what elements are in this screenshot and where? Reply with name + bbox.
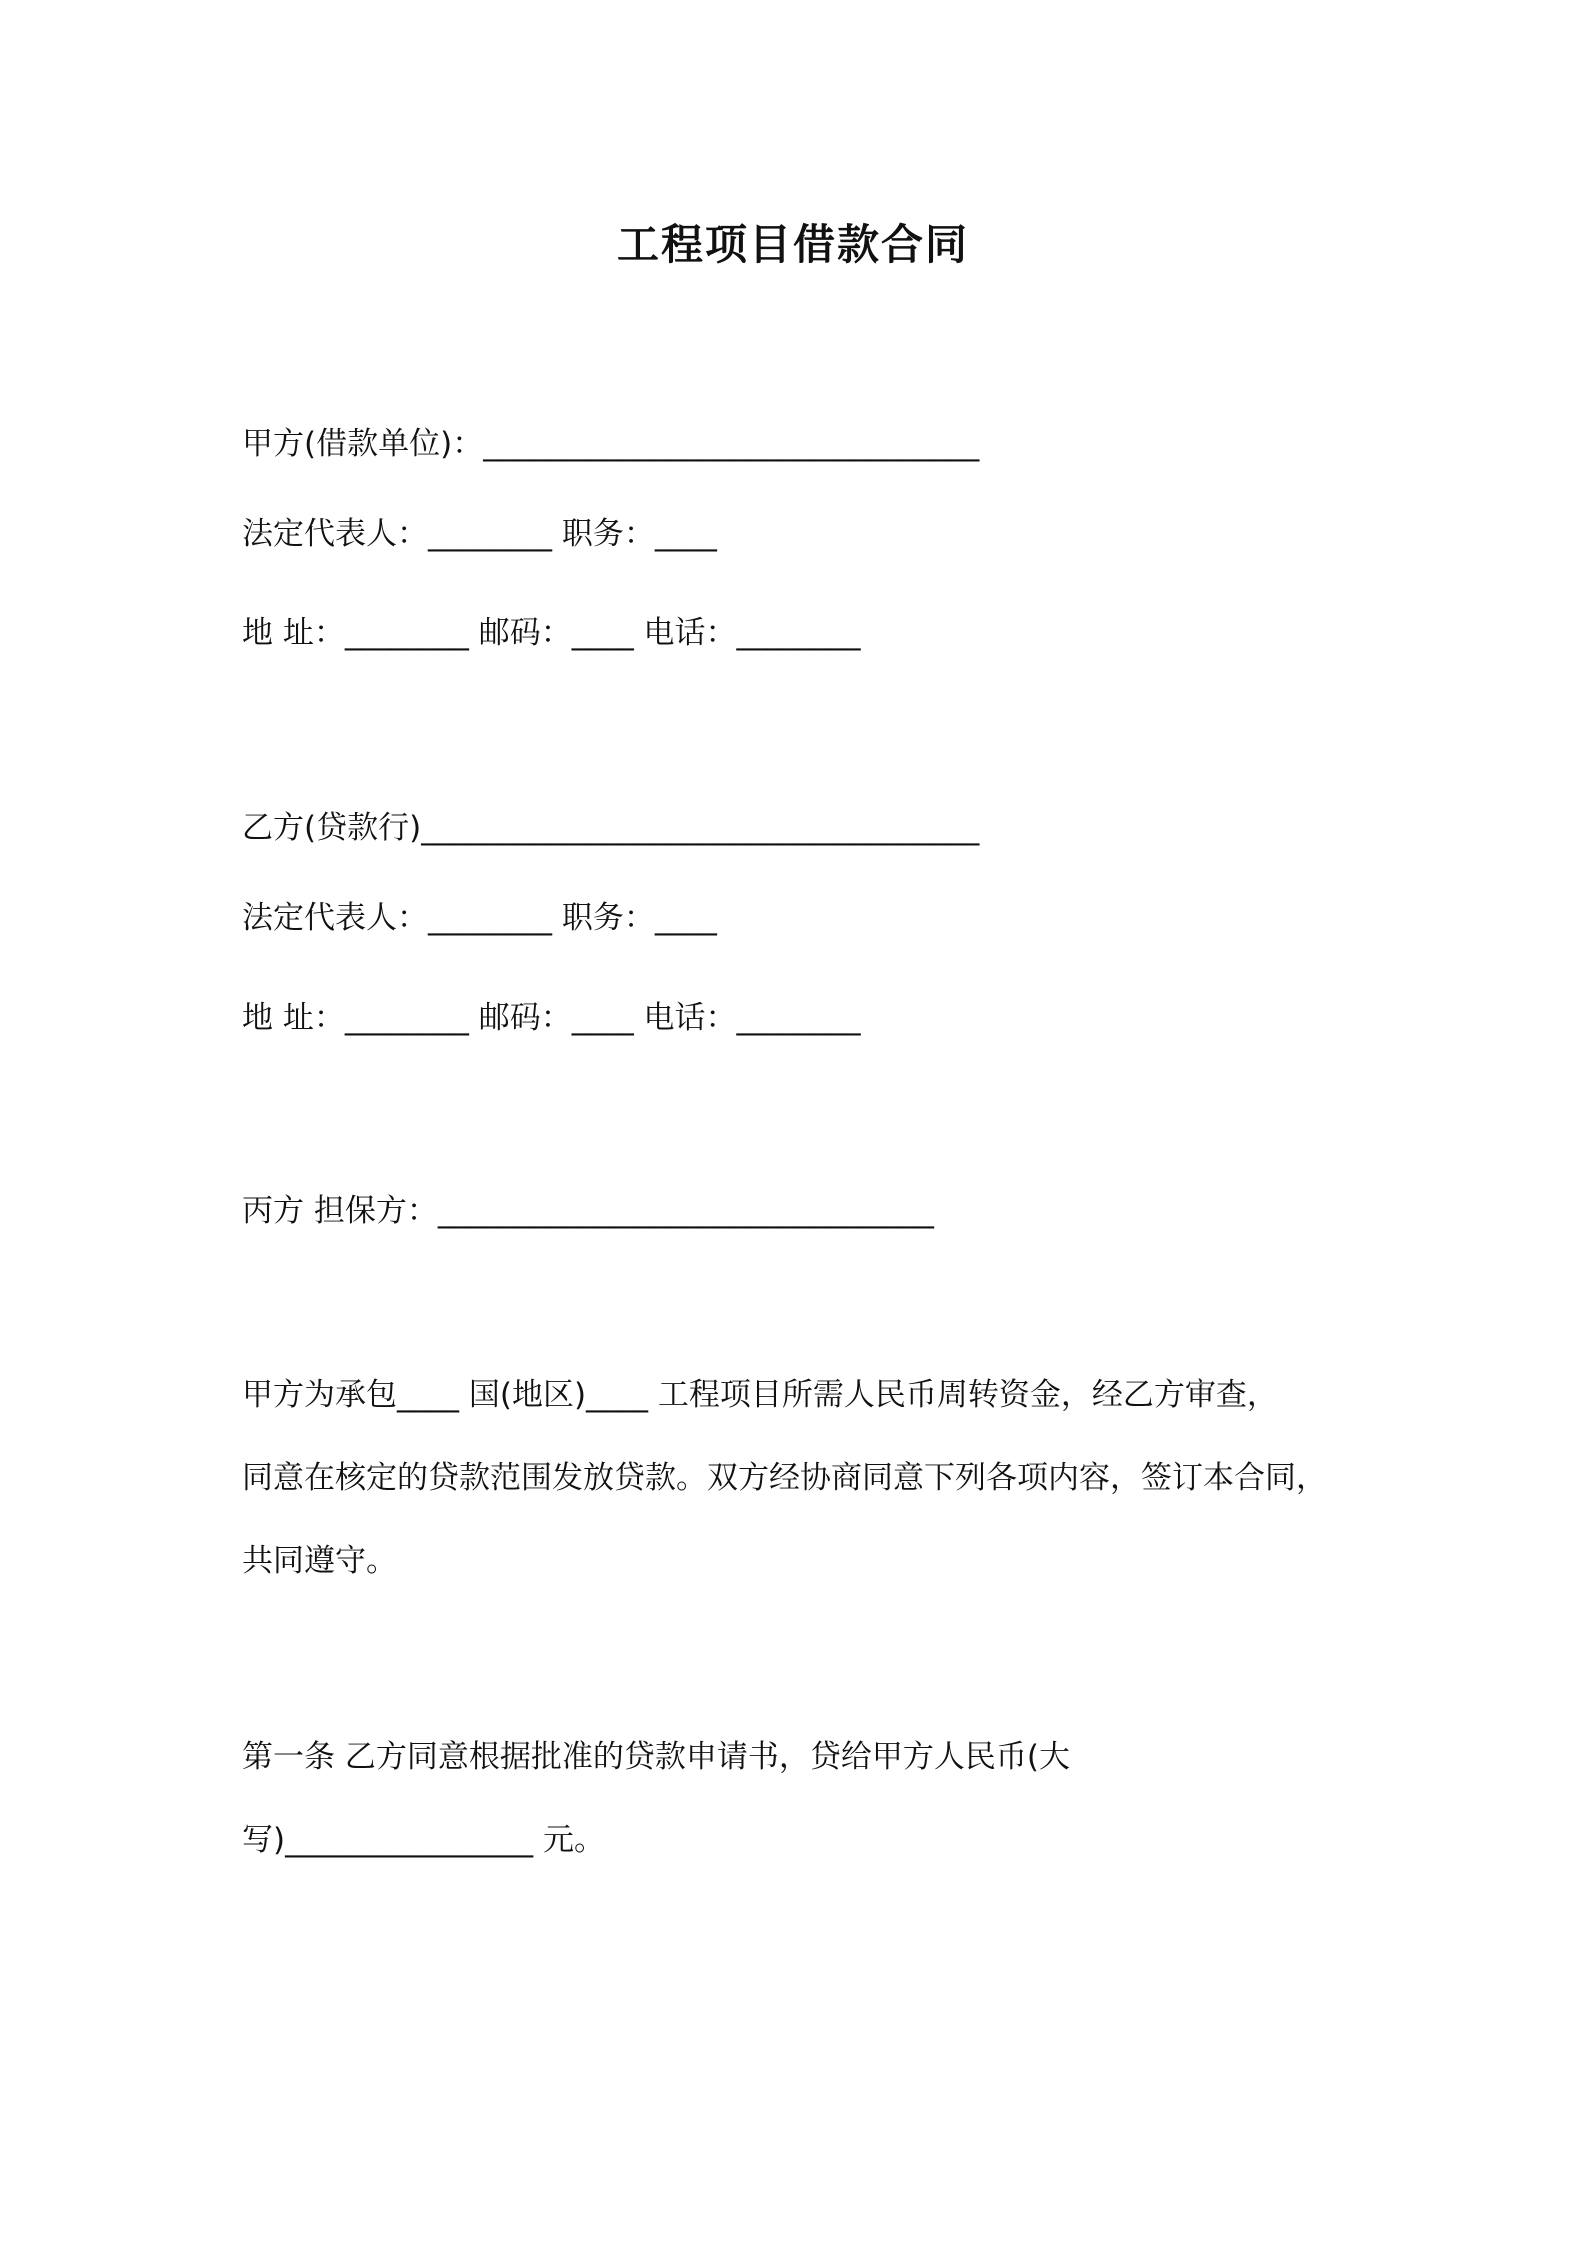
page-title: 工程项目借款合同	[616, 220, 969, 269]
article-1-line-2: 写)________________ 元。	[242, 1822, 605, 1858]
party-c-guarantor-line: 丙方 担保方：________________________________	[242, 1193, 934, 1229]
preamble-line-1: 甲方为承包____ 国(地区)____ 工程项目所需人民币周转资金，经乙方审查，	[242, 1377, 1278, 1413]
party-b-name-line: 乙方(贷款行)____________________________________	[242, 810, 980, 846]
preamble-line-3: 共同遵守。	[242, 1543, 397, 1579]
party-a-name-line: 甲方(借款单位)：________________________________	[242, 426, 980, 462]
party-a-address-line: 地 址：________ 邮码：____ 电话：________	[242, 615, 861, 651]
party-b-representative-line: 法定代表人：________ 职务：____	[242, 900, 717, 936]
party-b-address-line: 地 址：________ 邮码：____ 电话：________	[242, 1000, 861, 1036]
preamble-line-2: 同意在核定的贷款范围发放贷款。双方经协商同意下列各项内容，签订本合同，	[242, 1460, 1327, 1496]
party-a-representative-line: 法定代表人：________ 职务：____	[242, 516, 717, 552]
article-1-line-1: 第一条 乙方同意根据批准的贷款申请书，贷给甲方人民币(大	[242, 1739, 1070, 1775]
